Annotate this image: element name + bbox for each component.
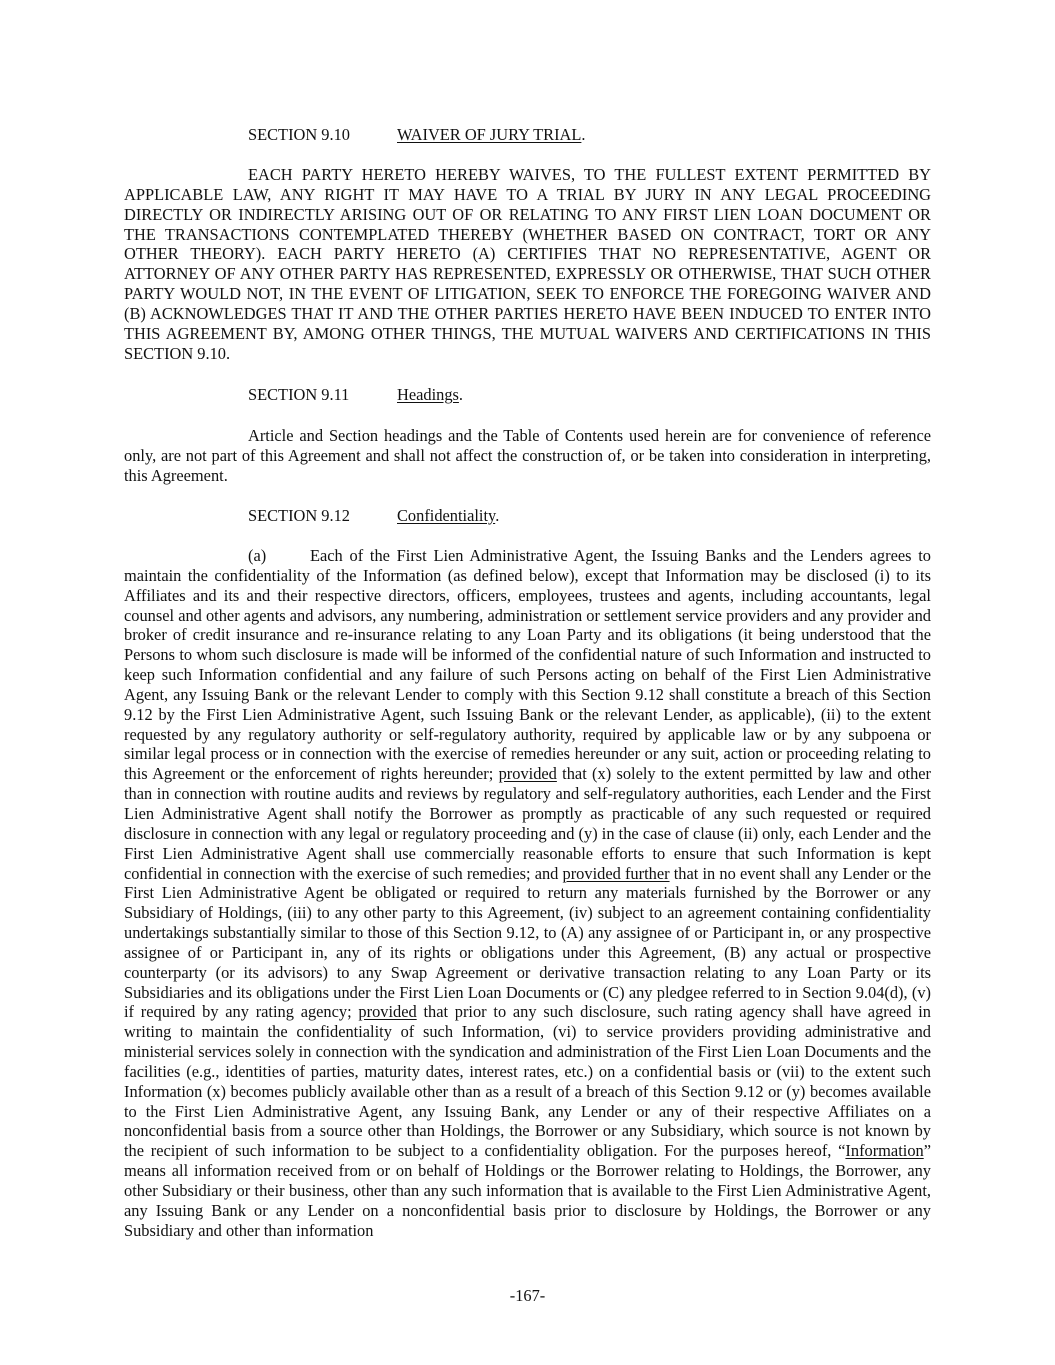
section-9-10-body: EACH PARTY HERETO HEREBY WAIVES, TO THE FULLEST EXTENT PERMITTED BY APPLICABLE LAW, ANY RIGHT IT MAY HAVE TO A TRIAL BY JURY IN ANY LEGAL PROCEEDING DIRECTLY OR INDIRECTLY ARISING OUT OF OR RELATING TO ANY FIRST LIEN LOAN DOCUMENT OR THE TRANSACTIONS CONTEMPLATED THEREBY (WHETHER BASED ON CONTRACT, TORT OR ANY OTHER THEORY). EACH PARTY HERETO (A) CERTIFIES THAT NO REPRESENTATIVE, AGENT OR ATTORNEY OF ANY OTHER PARTY HAS REPRESENTED, EXPRESSLY OR OTHERWISE, THAT SUCH OTHER PARTY WOULD NOT, IN THE EVENT OF LITIGATION, SEEK TO ENFORCE THE FOREGOING WAIVER AND (B) ACKNOWLEDGES THAT IT AND THE OTHER PARTIES HERETO HAVE BEEN INDUCED TO ENTER INTO THIS AGREEMENT BY, AMONG OTHER THINGS, THE MUTUAL WAIVERS AND CERTIFICATIONS IN THIS SECTION 9.10. <box>124 165 931 363</box>
section-number: SECTION 9.11 <box>248 385 350 404</box>
section-title: Confidentiality <box>397 506 496 525</box>
section-number: SECTION 9.12 <box>248 506 350 525</box>
section-title-punct: . <box>581 125 586 144</box>
section-9-11-heading <box>248 385 463 405</box>
page-number: -167- <box>509 1286 546 1305</box>
section-title: WAIVER OF JURY TRIAL <box>397 125 582 144</box>
section-9-12-clause-a <box>124 546 931 1241</box>
clause-text-5: ” means all information received from or on behalf of Holdings or the Borrower relating to Holdings, the Borrower, any other Subsidiary or their business, other than any such information that is available to the First Lien Administrative Agent, any Issuing Bank or any Lender on a nonconfidential basis prior to disclosure by Holdings, the Borrower or any Subsidiary and other than information <box>124 1141 931 1240</box>
information-defined-term: Information <box>845 1141 924 1161</box>
clause-text-3: that in no event shall any Lender or the First Lien Administrative Agent be obligated or required to return any materials furnished by the Borrower or any Subsidiary of Holdings, (iii) to any other party to this Agreement, (iv) subject to an agreement containing confidentiality undertakings substantially similar to those of this Section 9.12, to (A) any assignee of or Participant in, or any prospective assignee of or Participant in, any of its rights or obligations under this Agreement, (B) any actual or prospective counterparty (or its advisors) to any Swap Agreement or derivative transaction relating to any Loan Party or its Subsidiaries and its obligations under the First Lien Loan Documents or (C) any pledgee referred to in Section 9.04(d), (v) if required by any rating agency; <box>124 863 931 1022</box>
section-title: Headings <box>397 385 459 404</box>
section-9-10-heading <box>248 125 586 145</box>
section-title-punct: . <box>495 506 500 525</box>
clause-text-1: Each of the First Lien Administrative Agent, the Issuing Banks and the Lenders agrees to maintain the confidentiality of the Information (as defined below), except that Information may be disclosed (i) to its Affiliates and its and their respective directors, officers, employees, trustees and agents, including accountants, legal counsel and other agents and advisors, any numbering, administration or settlement service providers and any provider and broker of credit insurance and re-insurance relating to any Loan Party and its obligations (it being understood that the Persons to whom such disclosure is made will be informed of the confidential nature of such Information and instructed to keep such Information confidential and any failure of such Persons acting on behalf of the First Lien Administrative Agent, any Issuing Bank or the relevant Lender to comply with this Section 9.12 shall constitute a breach of this Section 9.12 by the First Lien Administrative Agent, such Issuing Bank or the relevant Lender, as applicable), (ii) to the extent requested by any regulatory authority or self-regulatory authority, required by applicable law or by any subpoena or similar legal process or in connection with the exercise of remedies hereunder or any suit, action or proceeding relating to this Agreement or the enforcement of rights hereunder; <box>124 546 931 784</box>
section-title-punct: . <box>458 385 464 404</box>
section-9-12-heading <box>248 506 499 526</box>
provided-further-term: provided further <box>562 863 670 883</box>
section-9-11-body: Article and Section headings and the Table of Contents used herein are for convenience of reference only, are not part of this Agreement and shall not affect the construction of, or be taken into consideration in interpreting, this Agreement. <box>124 426 931 485</box>
clause-text-2: that (x) solely to the extent permitted by law and other than in connection with routine audits and reviews by regulatory and self-regulatory authorities, each Lender and the First Lien Administrative Agent shall notify the Borrower as promptly as practicable of any such requested or required disclosure in connection with any legal or regulatory proceeding and (y) in the case of clause (ii) only, each Lender and the First Lien Administrative Agent shall use commercially reasonable efforts to ensure that such Information is kept confidential in connection with the exercise of such remedies; and <box>124 764 931 883</box>
provided-term: provided <box>498 764 557 784</box>
clause-label: (a) <box>248 546 267 565</box>
provided-term: provided <box>358 1002 417 1022</box>
section-number: SECTION 9.10 <box>248 125 350 144</box>
clause-text-4: that prior to any such disclosure, such rating agency shall have agreed in writing to maintain the confidentiality of such Information, (vi) to service providers providing administrative and ministerial services solely in connection with the syndication and administration of the First Lien Loan Documents and the facilities (e.g., identities of parties, maturity dates, interest rates, etc.) on a confidential basis or (vii) to the extent such Information (x) becomes publicly available other than as a result of a breach of this Section 9.12 or (y) becomes available to the First Lien Administrative Agent, any Issuing Bank, any Lender or any of their respective Affiliates on a nonconfidential basis from a source other than Holdings, the Borrower or any Subsidiary, which source is not known by the recipient of such information to be subject to a confidentiality obligation. For the purposes hereof, “ <box>124 1002 931 1161</box>
